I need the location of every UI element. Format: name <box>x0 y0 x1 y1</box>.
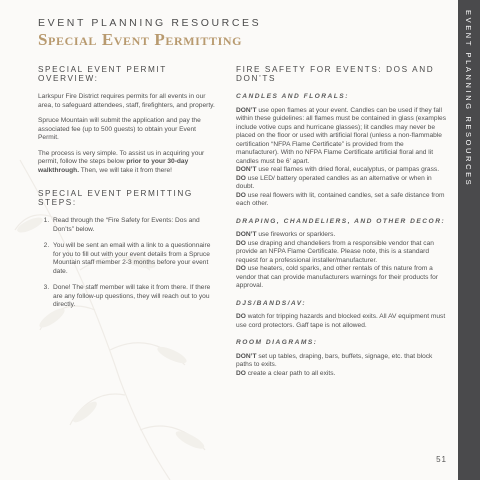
draping-rule <box>236 265 448 291</box>
section-kicker: EVENT PLANNING RESOURCES <box>38 17 262 29</box>
rule-text: create a clear path to all exits. <box>245 369 336 377</box>
rule-text: use real flames with dried floral, eucalyptus, or pampas grass. <box>256 166 440 173</box>
candles-rule <box>236 192 448 209</box>
page-title: Special Event Permitting <box>38 30 243 49</box>
room-section <box>236 339 448 378</box>
rule-text: use open flames at your event. Candles can be used if they fall within these guidelines: all flames must be contained in glass (examples include votive cups and hurricane glasses); lit candles may never be placed on the floor or used with artificial floral (unless a non-flammable certification “NFPA Flame Certificate” is provided from the manufacturer). With no NFPA Flame Certificate artificial floral and lit candles must be 6’ apart. <box>236 106 447 165</box>
do-label: DO <box>236 174 246 182</box>
rule-text: use LED/ battery operated candles as an alternative or when in doubt. <box>236 174 432 190</box>
draping-rule <box>236 231 448 240</box>
page-number: 51 <box>436 455 447 464</box>
rule-text: use fireworks or sparklers. <box>256 231 336 238</box>
overview-paragraph-2: Spruce Mountain will submit the application and pay the associated fee (up to 500 guests) to obtain your Event Permit. <box>38 117 201 141</box>
left-column <box>38 66 216 318</box>
do-label: DO <box>236 369 246 377</box>
p3-text-end: Then, we will take it from there! <box>79 166 172 174</box>
rule-text: use real flowers with lit, contained candles, set a safe distance from each other. <box>236 191 445 207</box>
rule-text: set up tables, draping, bars, buffets, signage, etc. that block paths to exits. <box>236 352 433 368</box>
draping-title: DRAPING, CHANDELIERS, AND OTHER DECOR: <box>236 217 446 225</box>
steps-heading: SPECIAL EVENT PERMITTING STEPS: <box>38 189 193 207</box>
rule-text: use draping and chandeliers from a responsible vendor that can provide an NFPA Flame Certificate. Please note, this is a standard request for a professional installer/manufacturer. <box>236 239 434 264</box>
dont-label: DON’T <box>236 106 257 114</box>
candles-title: CANDLES AND FLORALS: <box>236 93 349 100</box>
room-rule <box>236 353 448 370</box>
overview-paragraph-3 <box>38 150 216 176</box>
side-tab <box>458 0 480 480</box>
draping-rule <box>236 240 448 266</box>
dont-label: DON’T <box>236 231 257 238</box>
p3-emphasis: prior to your 30-day walkthrough. <box>38 158 189 174</box>
room-rule <box>236 370 448 379</box>
djs-section <box>236 300 448 331</box>
step-item: 1. Read through the “Fire Safety for Events: Dos and Don’ts” below. <box>51 217 216 234</box>
draping-section <box>236 218 448 291</box>
dont-label: DON’T <box>236 166 257 173</box>
right-column <box>236 66 448 387</box>
dont-label: DON’T <box>236 352 257 360</box>
rule-text: watch for tripping hazards and blocked exits. All AV equipment must use cord protectors. Gaff tape is not allowed. <box>236 313 446 329</box>
p3-text: The process is very simple. To assist us in acquiring your permit, follow the steps below <box>38 149 205 165</box>
candles-rule <box>236 175 448 192</box>
candles-rule <box>236 166 448 175</box>
do-label: DO <box>236 239 246 247</box>
step-item: 2. You will be sent an email with a link to a questionnaire for you to fill out with your event details from a Spruce Mountain staff member 2-3 months before your event date. <box>51 242 216 276</box>
overview-heading: SPECIAL EVENT PERMIT OVERVIEW: <box>38 65 167 83</box>
fire-safety-heading: FIRE SAFETY FOR EVENTS: DOS AND DON’TS <box>236 65 435 83</box>
step-item: 3. Done! The staff member will take it from there. If there are any follow-up questions, they will reach out to you directly. <box>51 284 216 310</box>
side-tab-label: EVENT PLANNING RESOURCES <box>464 10 473 188</box>
do-label: DO <box>236 191 246 199</box>
djs-rule <box>236 313 448 330</box>
candles-rule <box>236 107 448 167</box>
djs-title: DJS/BANDS/AV: <box>236 299 307 307</box>
overview-paragraph-1: Larkspur Fire District requires permits for all events in our area, to safeguard attendees, staff, firefighters, and property. <box>38 93 215 109</box>
candles-section <box>236 93 448 209</box>
steps-list <box>38 217 216 310</box>
room-title: ROOM DIAGRAMS: <box>236 339 318 346</box>
do-label: DO <box>236 313 246 320</box>
do-label: DO <box>236 265 246 272</box>
rule-text: use heaters, cold sparks, and other rentals of this nature from a vendor that can provide manufacturers warnings for their products for approval. <box>236 265 438 289</box>
